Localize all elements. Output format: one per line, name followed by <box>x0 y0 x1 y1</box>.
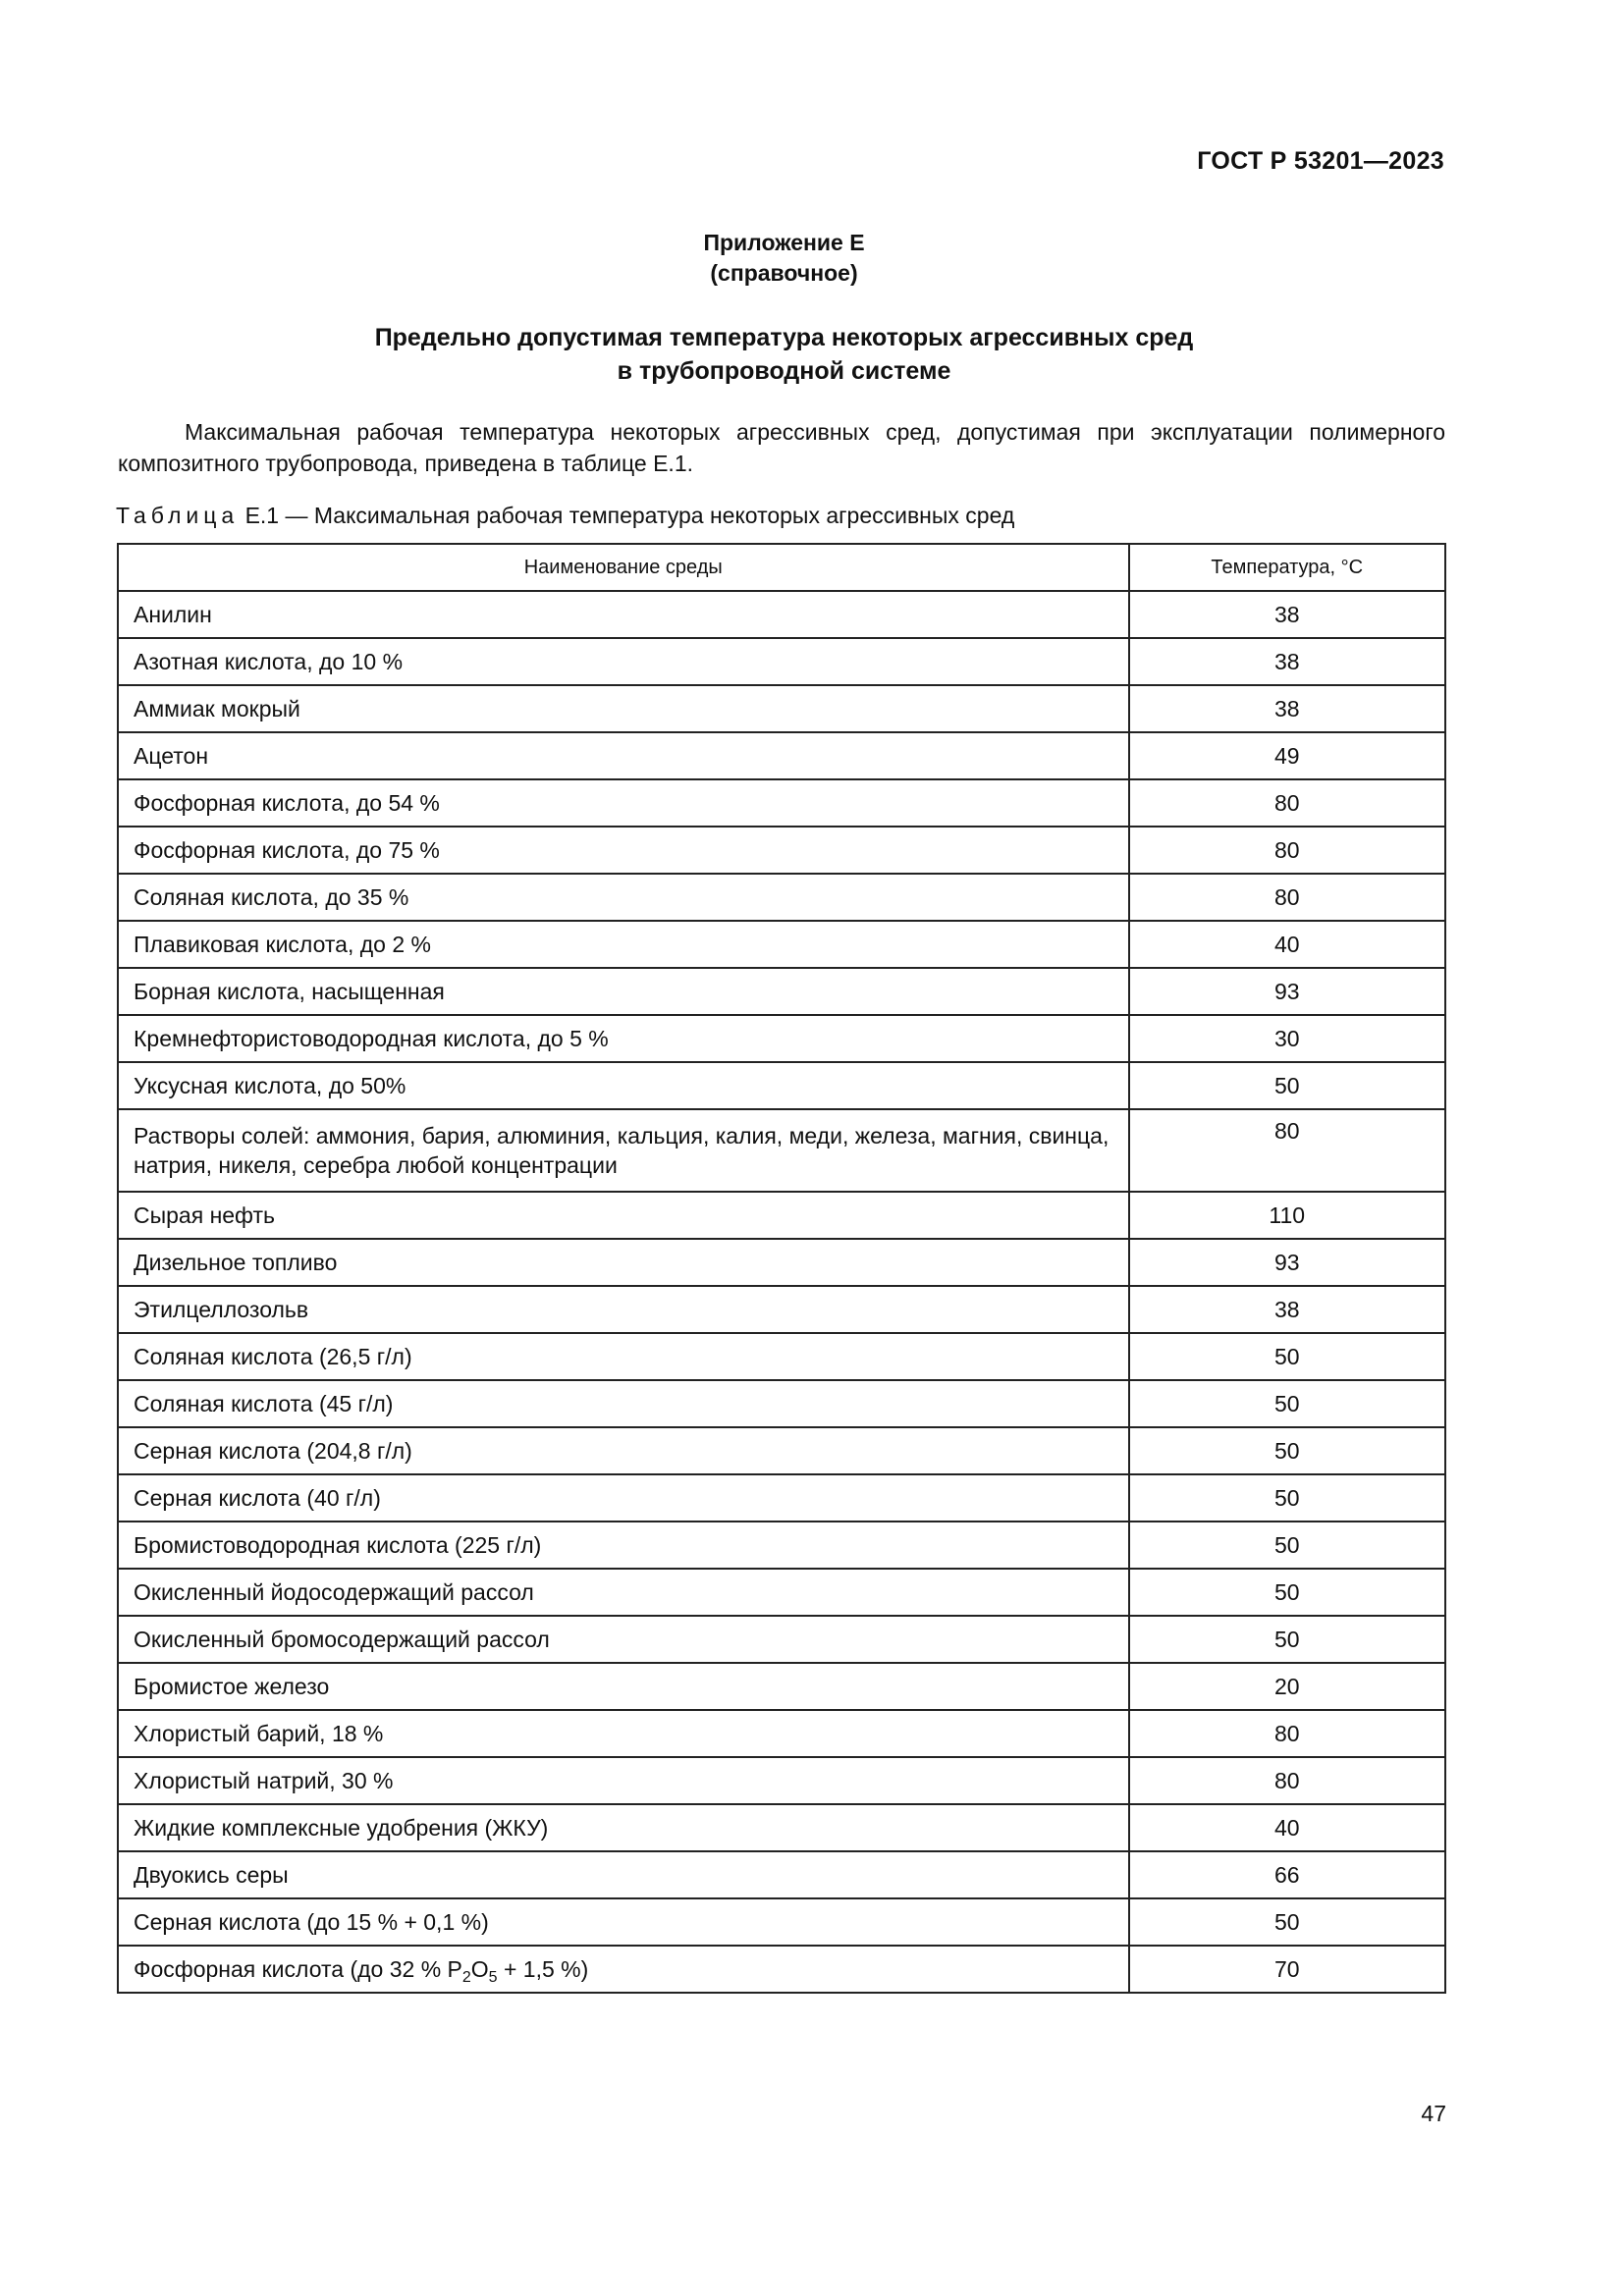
cell-temperature: 40 <box>1129 921 1445 968</box>
cell-temperature: 70 <box>1129 1946 1445 1993</box>
table-row <box>118 1569 1445 1616</box>
table-row <box>118 1474 1445 1522</box>
table-row <box>118 1616 1445 1663</box>
cell-temperature: 80 <box>1129 874 1445 921</box>
table-row <box>118 732 1445 779</box>
cell-name: Серная кислота (40 г/л) <box>118 1474 1129 1522</box>
cell-name: Кремнефтористоводородная кислота, до 5 % <box>118 1015 1129 1062</box>
cell-temperature: 93 <box>1129 1239 1445 1286</box>
table-row <box>118 1804 1445 1851</box>
cell-temperature: 80 <box>1129 1757 1445 1804</box>
table-row <box>118 1286 1445 1333</box>
cell-name: Окисленный йодосодержащий рассол <box>118 1569 1129 1616</box>
table-row <box>118 1710 1445 1757</box>
table-row <box>118 1062 1445 1109</box>
cell-name: Дизельное топливо <box>118 1239 1129 1286</box>
table-row <box>118 591 1445 638</box>
table-row <box>118 1522 1445 1569</box>
table-row <box>118 1427 1445 1474</box>
cell-temperature: 50 <box>1129 1522 1445 1569</box>
cell-name: Азотная кислота, до 10 % <box>118 638 1129 685</box>
cell-name: Окисленный бромосодержащий рассол <box>118 1616 1129 1663</box>
cell-name: Борная кислота, насыщенная <box>118 968 1129 1015</box>
table-row <box>118 1380 1445 1427</box>
table-row <box>118 638 1445 685</box>
table-row <box>118 1015 1445 1062</box>
cell-temperature: 93 <box>1129 968 1445 1015</box>
cell-name: Жидкие комплексные удобрения (ЖКУ) <box>118 1804 1129 1851</box>
cell-name: Хлористый барий, 18 % <box>118 1710 1129 1757</box>
cell-temperature: 50 <box>1129 1333 1445 1380</box>
table-row <box>118 1192 1445 1239</box>
appendix-heading <box>0 228 1568 289</box>
table-header-row <box>118 544 1445 591</box>
cell-name: Этилцеллозольв <box>118 1286 1129 1333</box>
table-row <box>118 1757 1445 1804</box>
cell-name: Растворы солей: аммония, бария, алюминия, кальция, калия, меди, железа, магния, свинца, натрия, никеля, серебра любой концентрации <box>118 1109 1129 1192</box>
table-row <box>118 1663 1445 1710</box>
table-row <box>118 1898 1445 1946</box>
cell-temperature: 38 <box>1129 685 1445 732</box>
cell-name: Двуокись серы <box>118 1851 1129 1898</box>
cell-temperature: 80 <box>1129 779 1445 827</box>
cell-temperature: 80 <box>1129 1109 1445 1192</box>
cell-name: Соляная кислота (26,5 г/л) <box>118 1333 1129 1380</box>
cell-temperature: 20 <box>1129 1663 1445 1710</box>
cell-name: Плавиковая кислота, до 2 % <box>118 921 1129 968</box>
cell-temperature: 38 <box>1129 591 1445 638</box>
appendix-title: Приложение Е <box>703 230 865 255</box>
cell-temperature: 50 <box>1129 1616 1445 1663</box>
cell-name <box>118 1946 1129 1993</box>
table-row <box>118 1333 1445 1380</box>
temperature-table <box>117 543 1446 1994</box>
page-number: 47 <box>1421 2101 1446 2126</box>
column-header-temperature: Температура, °С <box>1129 544 1445 591</box>
cell-name: Фосфорная кислота, до 54 % <box>118 779 1129 827</box>
section-title <box>0 321 1568 388</box>
table-body <box>118 591 1445 1993</box>
cell-name: Аммиак мокрый <box>118 685 1129 732</box>
table-row <box>118 874 1445 921</box>
table-row-last <box>118 1946 1445 1993</box>
cell-name: Уксусная кислота, до 50% <box>118 1062 1129 1109</box>
cell-temperature: 50 <box>1129 1380 1445 1427</box>
cell-temperature: 80 <box>1129 1710 1445 1757</box>
column-header-name: Наименование среды <box>118 544 1129 591</box>
cell-temperature: 30 <box>1129 1015 1445 1062</box>
cell-temperature: 50 <box>1129 1569 1445 1616</box>
table-row <box>118 779 1445 827</box>
cell-name-suffix: + 1,5 %) <box>497 1956 589 1982</box>
cell-name: Бромистое железо <box>118 1663 1129 1710</box>
cell-name-mid: O <box>470 1956 489 1982</box>
table-row <box>118 827 1445 874</box>
cell-temperature: 38 <box>1129 1286 1445 1333</box>
cell-name: Соляная кислота, до 35 % <box>118 874 1129 921</box>
cell-name: Серная кислота (204,8 г/л) <box>118 1427 1129 1474</box>
cell-name: Ацетон <box>118 732 1129 779</box>
cell-temperature: 110 <box>1129 1192 1445 1239</box>
table-row <box>118 921 1445 968</box>
cell-temperature: 49 <box>1129 732 1445 779</box>
cell-name: Хлористый натрий, 30 % <box>118 1757 1129 1804</box>
cell-temperature: 50 <box>1129 1474 1445 1522</box>
cell-name: Бромистоводородная кислота (225 г/л) <box>118 1522 1129 1569</box>
cell-name-prefix: Фосфорная кислота (до 32 % P <box>134 1956 462 1982</box>
intro-paragraph: Максимальная рабочая температура некоторых агрессивных сред, допустимая при эксплуатации полимерного композитного трубопровода, приведена в таблице Е.1. <box>118 419 1445 476</box>
table-caption <box>116 501 1451 530</box>
cell-name: Сырая нефть <box>118 1192 1129 1239</box>
cell-name: Соляная кислота (45 г/л) <box>118 1380 1129 1427</box>
subscript-5: 5 <box>488 1969 498 1986</box>
cell-temperature: 50 <box>1129 1427 1445 1474</box>
cell-name: Серная кислота (до 15 % + 0,1 %) <box>118 1898 1129 1946</box>
table-row <box>118 1239 1445 1286</box>
cell-temperature: 80 <box>1129 827 1445 874</box>
cell-name: Анилин <box>118 591 1129 638</box>
table-row <box>118 1109 1445 1192</box>
document-code: ГОСТ Р 53201—2023 <box>1197 147 1444 175</box>
subscript-2: 2 <box>461 1969 471 1986</box>
section-title-line-1: Предельно допустимая температура некоторых агрессивных сред <box>374 324 1194 351</box>
cell-temperature: 40 <box>1129 1804 1445 1851</box>
appendix-type: (справочное) <box>710 260 858 286</box>
table-row <box>118 685 1445 732</box>
cell-temperature: 50 <box>1129 1062 1445 1109</box>
section-title-line-2: в трубопроводной системе <box>617 357 951 385</box>
cell-temperature: 50 <box>1129 1898 1445 1946</box>
cell-temperature: 38 <box>1129 638 1445 685</box>
table-caption-text: Е.1 — Максимальная рабочая температура некоторых агрессивных сред <box>239 503 1015 528</box>
table-row <box>118 968 1445 1015</box>
table-caption-label: Таблица <box>116 503 240 528</box>
cell-name: Фосфорная кислота, до 75 % <box>118 827 1129 874</box>
table-row <box>118 1851 1445 1898</box>
cell-temperature: 66 <box>1129 1851 1445 1898</box>
